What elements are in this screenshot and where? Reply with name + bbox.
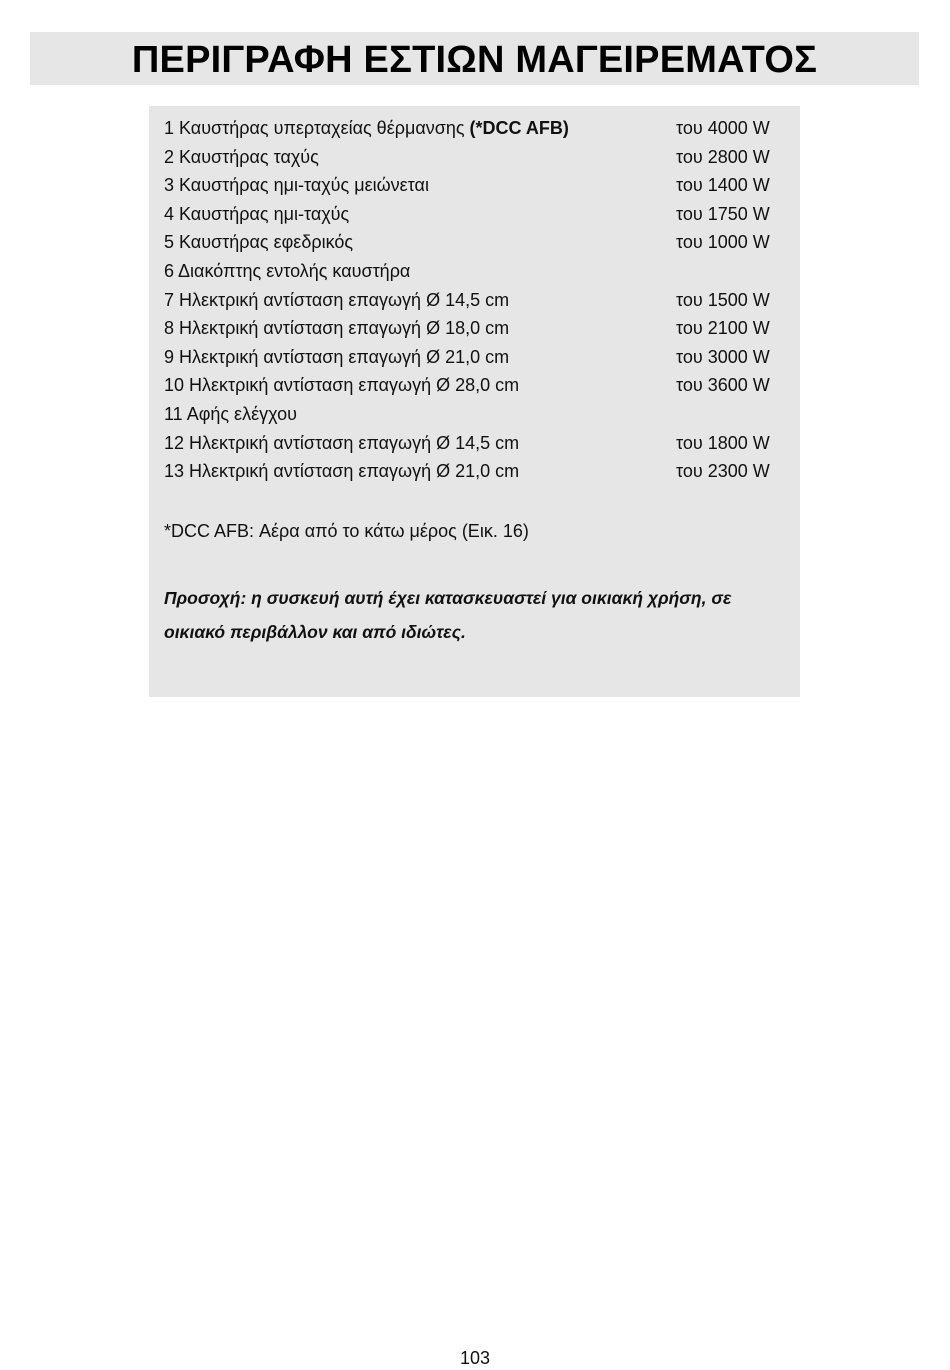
item-label: 8 Ηλεκτρική αντίσταση επαγωγή Ø 18,0 cm [164,318,510,339]
item-power: του 1000 W [676,232,770,253]
item-power: του 3000 W [676,346,770,367]
item-label: 11 Αφής ελέγχου [164,403,297,424]
item-note: (*DCC AFB) [469,118,569,138]
item-power: του 1500 W [676,289,770,310]
list-item [164,429,794,458]
list-item [164,343,794,372]
item-label: 4 Καυστήρας ημι-ταχύς [164,203,350,224]
footnote: *DCC AFB: Αέρα από το κάτω μέρος (Εικ. 16) [164,521,529,541]
list-item [164,143,794,172]
list-item [164,314,794,343]
list-item [164,228,794,257]
burner-description-panel [149,106,800,697]
item-label: 1 Καυστήρας υπερταχείας θέρμανσης (*DCC AFB) [164,118,569,138]
item-power: του 2800 W [676,146,770,167]
page-number: 103 [459,1348,491,1368]
item-power: του 1400 W [676,175,770,196]
item-power: του 1800 W [676,432,770,453]
title-bar [30,32,919,85]
list-item [164,257,794,286]
list-item [164,286,794,315]
item-label: 10 Ηλεκτρική αντίσταση επαγωγή Ø 28,0 cm [164,375,520,396]
page-title: ΠΕΡΙΓΡΑΦΗ ΕΣΤΙΩΝ ΜΑΓΕΙΡΕΜΑΤΟΣ [131,39,818,81]
item-power: του 1750 W [676,203,770,224]
warning-note: Προσοχή: η συσκευή αυτή έχει κατασκευαστεί για οικιακή χρήση, σε οικιακό περιβάλλον και από ιδιώτες. [164,588,732,642]
item-label: 5 Καυστήρας εφεδρικός [164,232,354,253]
burner-list [164,114,794,486]
item-label: 6 Διακόπτης εντολής καυστήρα [164,260,411,281]
item-label: 2 Καυστήρας ταχύς [164,146,319,167]
item-power: του 2300 W [676,461,770,482]
item-power: του 2100 W [676,318,770,339]
item-label: 13 Ηλεκτρική αντίσταση επαγωγή Ø 21,0 cm [164,461,520,482]
item-label: 9 Ηλεκτρική αντίσταση επαγωγή Ø 21,0 cm [164,346,510,367]
list-item [164,457,794,486]
item-power: του 3600 W [676,375,770,396]
item-power: του 4000 W [676,118,770,138]
list-item [164,371,794,400]
list-item [164,171,794,200]
item-label: 3 Καυστήρας ημι-ταχύς μειώνεται [164,175,429,196]
list-item [164,114,794,143]
item-label: 12 Ηλεκτρική αντίσταση επαγωγή Ø 14,5 cm [164,432,520,453]
item-label: 7 Ηλεκτρική αντίσταση επαγωγή Ø 14,5 cm [164,289,510,310]
list-item [164,400,794,429]
list-item [164,200,794,229]
